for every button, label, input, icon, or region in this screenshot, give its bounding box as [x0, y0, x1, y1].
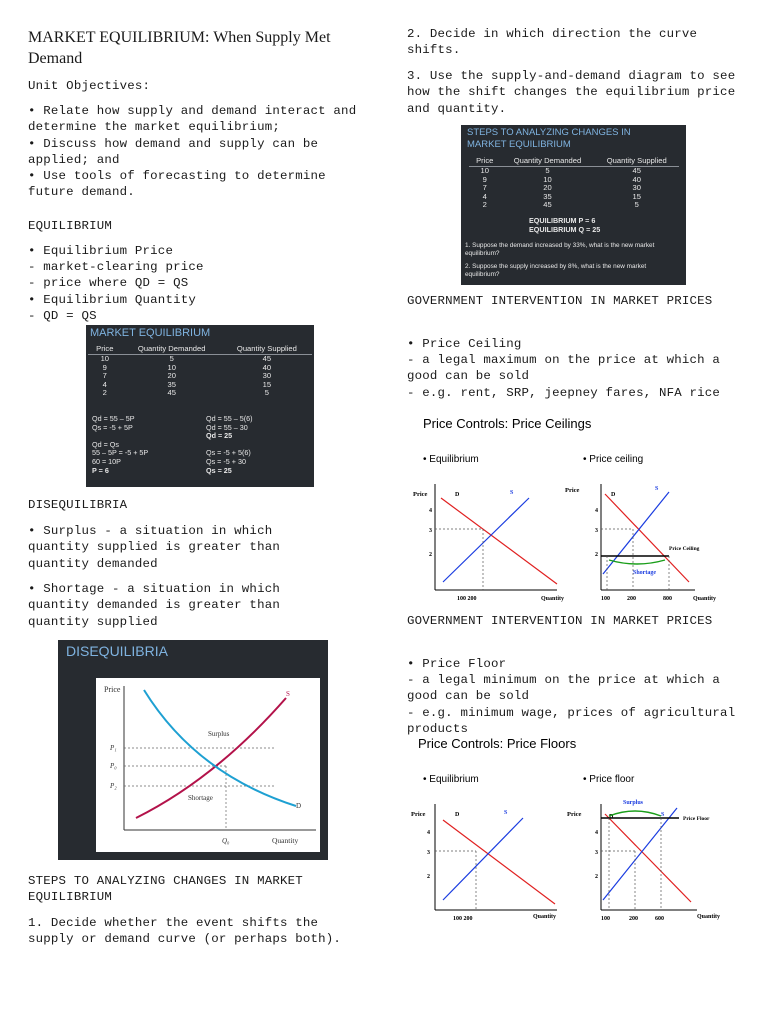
ceiling-right-s: S — [655, 486, 659, 492]
table-cell: 35 — [543, 191, 552, 201]
calc-line: Qs = 25 — [206, 465, 232, 475]
floor-left-quantity: Quantity — [533, 914, 557, 920]
col-price: Price — [88, 343, 122, 355]
unit-objectives-heading: Unit Objectives: — [28, 79, 151, 93]
price-ceiling-figure — [407, 412, 757, 607]
col-qd: Quantity Demanded — [500, 155, 594, 167]
floor-right-label: • Price floor — [583, 774, 635, 785]
p0-label: P₀ — [110, 762, 117, 770]
table-row — [469, 167, 679, 176]
equilibrium-heading: EQUILIBRIUM — [28, 219, 112, 233]
calc-line: P = 6 — [92, 465, 109, 475]
table-cell: 10 — [543, 174, 552, 184]
calculation-right — [206, 415, 253, 475]
floor-left-y2: 2 — [427, 874, 430, 880]
market-panel-title: MARKET EQUILIBRIUM — [90, 327, 211, 339]
disequilibria-panel — [58, 640, 328, 860]
floor-right-x600: 600 — [655, 916, 664, 922]
surplus-label: Surplus — [208, 730, 230, 738]
price-floor-figure — [407, 732, 757, 927]
price-ceiling-graphs — [407, 472, 757, 607]
calc-line: Qs = -5 + 30 — [206, 456, 246, 466]
table-cell: 7 — [482, 183, 487, 193]
col-qs: Quantity Supplied — [222, 343, 312, 355]
objective-3: • Use tools of forecasting to determine future demand. — [28, 169, 334, 200]
ceiling-right-x100: 100 — [601, 596, 610, 602]
quantity-axis-label: Quantity — [272, 836, 299, 845]
floor-left-y4: 4 — [427, 830, 430, 836]
ceiling-left-label-text: Equilibrium — [429, 454, 479, 465]
table-row — [88, 389, 312, 398]
table-cell: 20 — [543, 183, 552, 193]
floor-right-y2: 2 — [595, 874, 598, 880]
ceiling-point-3: - e.g. rent, SRP, jeepney fares, NFA rice — [407, 386, 721, 400]
disequilibria-heading: DISEQUILIBRIA — [28, 498, 128, 512]
col-price: Price — [469, 155, 500, 167]
table-row — [88, 381, 312, 390]
floor-right-x100: 100 — [601, 916, 610, 922]
ceiling-left-s: S — [510, 490, 514, 496]
surplus-definition: • Surplus - a situation in which quantity supplied is greater than quantity demanded — [28, 524, 288, 571]
floor-right-label-text: Price floor — [589, 774, 635, 785]
table-cell: 45 — [167, 388, 176, 398]
table-cell: 30 — [632, 183, 641, 193]
floor-right-x200: 200 — [629, 916, 638, 922]
table-row — [88, 372, 312, 381]
table-cell: 45 — [632, 166, 641, 175]
table-row — [469, 184, 679, 193]
step-3: 3. Use the supply-and-demand diagram to see how the shift changes the equilibrium price and quantity. — [407, 69, 743, 116]
document-title: MARKET EQUILIBRIUM: When Supply Met Demand — [28, 29, 331, 67]
floor-point-2: - a legal minimum on the price at which a good can be sold — [407, 673, 728, 704]
calc-line: Qd = 55 – 5P — [92, 414, 135, 423]
gov-intervention-heading-1: GOVERNMENT INTERVENTION IN MARKET PRICES — [407, 294, 713, 308]
equilibrium-point-3: - price where QD = QS — [28, 276, 189, 290]
objective-1: • Relate how supply and demand interact and determine the market equilibrium; — [28, 104, 364, 135]
gov-intervention-heading-2: GOVERNMENT INTERVENTION IN MARKET PRICES — [407, 614, 713, 628]
floor-line-label: Price Floor — [683, 816, 710, 822]
ceiling-right-d: D — [611, 492, 616, 498]
price-axis-label: Price — [104, 685, 121, 694]
ceiling-left-y4: 4 — [429, 508, 432, 514]
ceiling-right-label-text: Price ceiling — [589, 454, 644, 465]
floor-right-quantity: Quantity — [697, 914, 721, 920]
table-row — [469, 201, 679, 210]
calc-line: 55 – 5P = -5 + 5P — [92, 448, 149, 458]
floor-left-y3: 3 — [427, 850, 430, 856]
floor-point-3: - e.g. minimum wage, prices of agricultural products — [407, 706, 743, 737]
calculation-left — [92, 415, 148, 475]
floor-left-price-label: Price — [411, 811, 426, 818]
p1-label: P₁ — [110, 744, 117, 752]
price-floor-title: Price Controls: Price Floors — [418, 736, 577, 751]
table-cell: 40 — [632, 174, 641, 184]
market-table — [88, 343, 312, 398]
ceiling-left-d: D — [455, 492, 460, 498]
equilibrium-point-5: - QD = QS — [28, 309, 97, 323]
ceiling-left-price-label: Price — [413, 491, 428, 498]
equilibrium-p: EQUILIBRIUM P = 6 — [529, 216, 596, 225]
ceiling-right-price-label: Price — [565, 487, 580, 494]
steps-panel — [461, 125, 686, 285]
table-cell: 4 — [102, 379, 107, 389]
equilibrium-point-4: • Equilibrium Quantity — [28, 293, 196, 307]
calc-line: Qd = 55 – 5(6) — [206, 414, 253, 423]
ceiling-right-x200: 200 — [627, 596, 636, 602]
market-equilibrium-panel — [86, 325, 314, 487]
ceiling-right-y3: 3 — [595, 528, 598, 534]
steps-panel-title: STEPS TO ANALYZING CHANGES IN MARKET EQUILIBRIUM — [467, 127, 631, 150]
ceiling-right-y4: 4 — [595, 508, 598, 514]
question-2: 2. Suppose the supply increased by 8%, what is the new market equilibrium? — [465, 263, 647, 278]
floor-left-x-ticks: 100 200 — [453, 916, 473, 922]
ceiling-right-y2: 2 — [595, 552, 598, 558]
ceiling-left-y3: 3 — [429, 528, 432, 534]
ceiling-left-label: • Equilibrium — [423, 454, 479, 465]
p2-label: P₂ — [110, 782, 117, 790]
calc-line: Qd = 55 – 30 — [206, 422, 248, 432]
supply-label: S — [286, 690, 290, 698]
table-cell: 5 — [545, 166, 550, 175]
demand-label: D — [296, 802, 302, 810]
floor-right-s: S — [661, 812, 665, 818]
col-qs: Quantity Supplied — [594, 155, 679, 167]
floor-left-label: • Equilibrium — [423, 774, 479, 785]
table-row — [469, 176, 679, 185]
table-cell: 40 — [262, 362, 272, 372]
table-cell: 10 — [167, 362, 176, 372]
floor-right-y3: 3 — [595, 850, 598, 856]
table-cell: 10 — [480, 166, 489, 175]
q0-label: Q₀ — [222, 837, 230, 845]
table-cell: 9 — [102, 362, 107, 372]
table-cell: 5 — [169, 354, 174, 363]
ceiling-shortage-label: Shortage — [633, 570, 656, 576]
equilibrium-q: EQUILIBRIUM Q = 25 — [529, 225, 601, 234]
floor-left-s: S — [504, 810, 508, 816]
floor-left-d: D — [455, 812, 460, 818]
price-ceiling-title: Price Controls: Price Ceilings — [423, 416, 592, 431]
ceiling-point-2: - a legal maximum on the price at which a good can be sold — [407, 353, 728, 384]
ceiling-left-y2: 2 — [429, 552, 432, 558]
steps-table — [469, 155, 679, 210]
col-qd: Quantity Demanded — [122, 343, 222, 355]
shortage-label: Shortage — [188, 794, 213, 802]
ceiling-left-x-ticks: 100 200 — [457, 596, 477, 602]
table-cell: 5 — [634, 200, 639, 210]
table-cell: 20 — [167, 371, 176, 381]
floor-point-1: • Price Floor — [407, 657, 507, 671]
ceiling-line-label: Price Ceiling — [669, 546, 700, 552]
floor-surplus-label: Surplus — [623, 800, 644, 806]
table-cell: 10 — [100, 354, 110, 363]
table-cell: 7 — [102, 371, 107, 381]
table-cell: 9 — [482, 174, 487, 184]
table-cell: 15 — [632, 191, 641, 201]
step-1: 1. Decide whether the event shifts the supply or demand curve (or perhaps both). — [28, 916, 342, 947]
table-row — [88, 355, 312, 364]
disequilibria-graph — [96, 678, 320, 852]
calc-line: Qd = 25 — [206, 431, 233, 441]
equilibrium-point-1: • Equilibrium Price — [28, 244, 174, 258]
price-floor-graphs — [407, 792, 757, 927]
floor-right-d: D — [609, 814, 614, 820]
ceiling-right-quantity: Quantity — [693, 596, 717, 602]
table-cell: 2 — [102, 388, 107, 398]
table-row — [469, 193, 679, 202]
floor-right-y4: 4 — [595, 830, 598, 836]
calc-line: 60 = 10P — [92, 456, 121, 466]
calc-line: Qs = -5 + 5P — [92, 422, 133, 432]
shortage-definition: • Shortage - a situation in which quantity demanded is greater than quantity supplied — [28, 582, 288, 629]
table-cell: 45 — [262, 354, 272, 363]
disequilibria-title: DISEQUILIBRIA — [66, 643, 168, 659]
step-2: 2. Decide in which direction the curve shifts. — [407, 27, 705, 58]
ceiling-right-x800: 800 — [663, 596, 672, 602]
ceiling-left-quantity: Quantity — [541, 596, 565, 602]
ceiling-point-1: • Price Ceiling — [407, 337, 522, 351]
floor-right-price-label: Price — [567, 811, 582, 818]
question-1: 1. Suppose the demand increased by 33%, what is the new market equilibrium? — [465, 242, 655, 257]
table-cell: 30 — [262, 371, 272, 381]
table-cell: 2 — [482, 200, 487, 210]
calc-line: Qs = -5 + 5(6) — [206, 448, 251, 458]
ceiling-right-label: • Price ceiling — [583, 454, 644, 465]
table-row — [88, 364, 312, 373]
calc-line: Qd = Qs — [92, 439, 119, 449]
table-cell: 5 — [264, 388, 270, 398]
objective-2: • Discuss how demand and supply can be applied; and — [28, 137, 326, 168]
table-cell: 35 — [167, 379, 176, 389]
table-cell: 45 — [543, 200, 552, 210]
equilibrium-point-2: - market-clearing price — [28, 260, 204, 274]
steps-heading: STEPS TO ANALYZING CHANGES IN MARKET EQUILIBRIUM — [28, 874, 311, 905]
table-cell: 15 — [262, 379, 272, 389]
table-cell: 4 — [482, 191, 487, 201]
floor-left-label-text: Equilibrium — [429, 774, 479, 785]
